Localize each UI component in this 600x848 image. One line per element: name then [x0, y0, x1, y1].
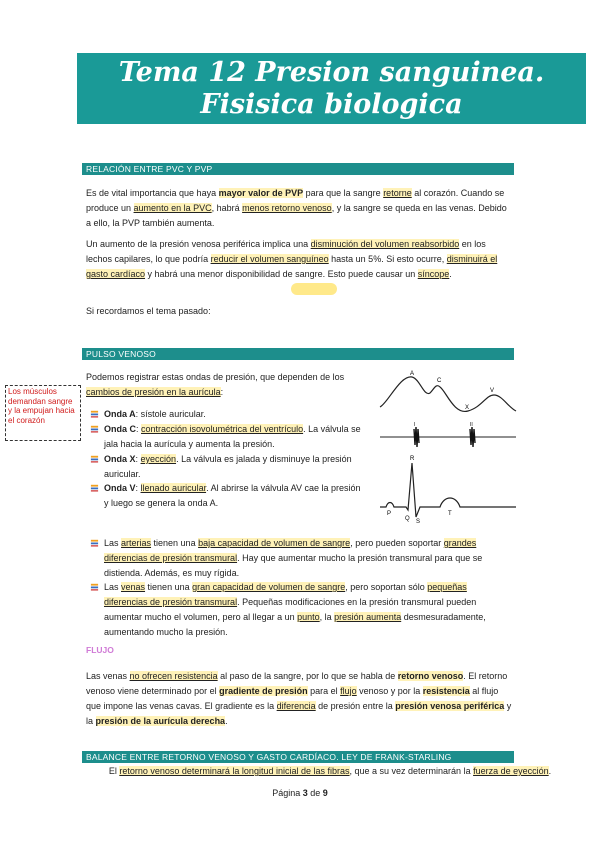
book-icon	[90, 409, 99, 418]
flujo-heading: FLUJO	[86, 645, 114, 655]
wave-item: Onda V: llenado auricular. Al abrirse la válvula AV cae la presión y luego se genera la onda A.	[104, 481, 366, 511]
label-i1: I	[414, 422, 416, 428]
paragraph-pressure-waves: Podemos registrar estas ondas de presión, que dependen de los cambios de presión en la aurícula:	[86, 372, 345, 397]
paragraph-pvp-increase: Un aumento de la presión venosa periférica implica una disminución del volumen reabsorbido en los lechos capilares, lo que podría reducir el volumen sanguíneo hasta un 5%. Si esto ocurre, disminuirá el gasto cardíaco y habrá una menor disponibilidad de sangre. Esto puede causar un síncope.	[86, 239, 498, 279]
section-header-frank-starling: BALANCE ENTRE RETORNO VENOSO Y GASTO CARDÍACO. LEY DE FRANK-STARLING	[82, 751, 514, 763]
book-icon	[90, 454, 99, 463]
venas-item: Las venas tienen una gran capacidad de volumen de sangre, pero soportan sólo pequeñas diferencias de presión transmural. Pequeñas modificaciones en la presión transmural pueden aumentar mucho el volumen, pero al llegar a un punto, la presión aumenta desmesuradamente, aumentando mucho la presión.	[104, 580, 512, 640]
paragraph-flujo: Las venas no ofrecen resistencia al paso de la sangre, por lo que se habla de retorno venoso. El retorno venoso viene determinado por el gradiente de presión para el flujo venoso y por la resistencia al flujo que impone las venas cavas. El gradiente es la diferencia de presión entre la presión venosa periférica y la presión de la aurícula derecha.	[86, 671, 512, 726]
label-c: C	[437, 378, 442, 384]
arterias-item: Las arterias tienen una baja capacidad de volumen de sangre, pero pueden soportar grandes diferencias de presión transmural. Hay que aumentar mucho la presión transmural para que se distienda. Además, es muy rígida.	[104, 536, 512, 581]
label-s: S	[416, 519, 421, 525]
label-p: P	[387, 511, 392, 517]
venous-pressure-curve	[380, 377, 516, 412]
label-q: Q	[405, 516, 410, 522]
wave-item: Onda A: sístole auricular.	[104, 407, 366, 422]
label-a: A	[410, 371, 415, 377]
label-x: X	[465, 405, 470, 411]
wave-item: Onda C: contracción isovolumétrica del ventrículo. La válvula se jala hacia la aurícula y aumenta la presión.	[104, 422, 366, 452]
page-title: Tema 12 Presion sanguinea. Fisisica biologica	[118, 56, 545, 120]
highlight-mark	[291, 283, 337, 295]
book-icon	[90, 483, 99, 492]
label-r: R	[410, 456, 415, 462]
margin-note: Los músculos demandan sangre y la empujan hacia el corazón	[5, 385, 81, 441]
label-v: V	[490, 388, 495, 394]
heart-sound-2	[470, 427, 475, 447]
paragraph-starling: El retorno venoso determinará la longitud inicial de las fibras, que a su vez determinarán la fuerza de eyección.	[108, 766, 552, 776]
section-header-pvc-pvp: RELACIÓN ENTRE PVC Y PVP	[82, 163, 514, 175]
wave-item: Onda X: eyección. La válvula es jalada y disminuye la presión auricular.	[104, 452, 366, 482]
book-icon	[90, 424, 99, 433]
page-number: Página 3 de 9	[272, 788, 328, 798]
ecg-curve	[380, 463, 516, 517]
section-header-pulso-venoso: PULSO VENOSO	[82, 348, 514, 360]
paragraph-pvp: Es de vital importancia que haya mayor valor de PVP para que la sangre retorne al corazón. Cuando se produce un aumento en la PVC, habrá menos retorno venoso, y la sangre se queda en las venas. Debido a ello, la PVP también aumenta.	[86, 188, 507, 228]
title-banner	[77, 53, 586, 124]
label-t: T	[448, 511, 452, 517]
paragraph-recall: Si recordamos el tema pasado:	[86, 306, 211, 316]
book-icon	[90, 538, 99, 547]
book-icon	[90, 582, 99, 591]
venous-pulse-diagram	[378, 367, 518, 527]
label-i2: II	[470, 422, 473, 428]
heart-sound-1	[414, 427, 419, 447]
